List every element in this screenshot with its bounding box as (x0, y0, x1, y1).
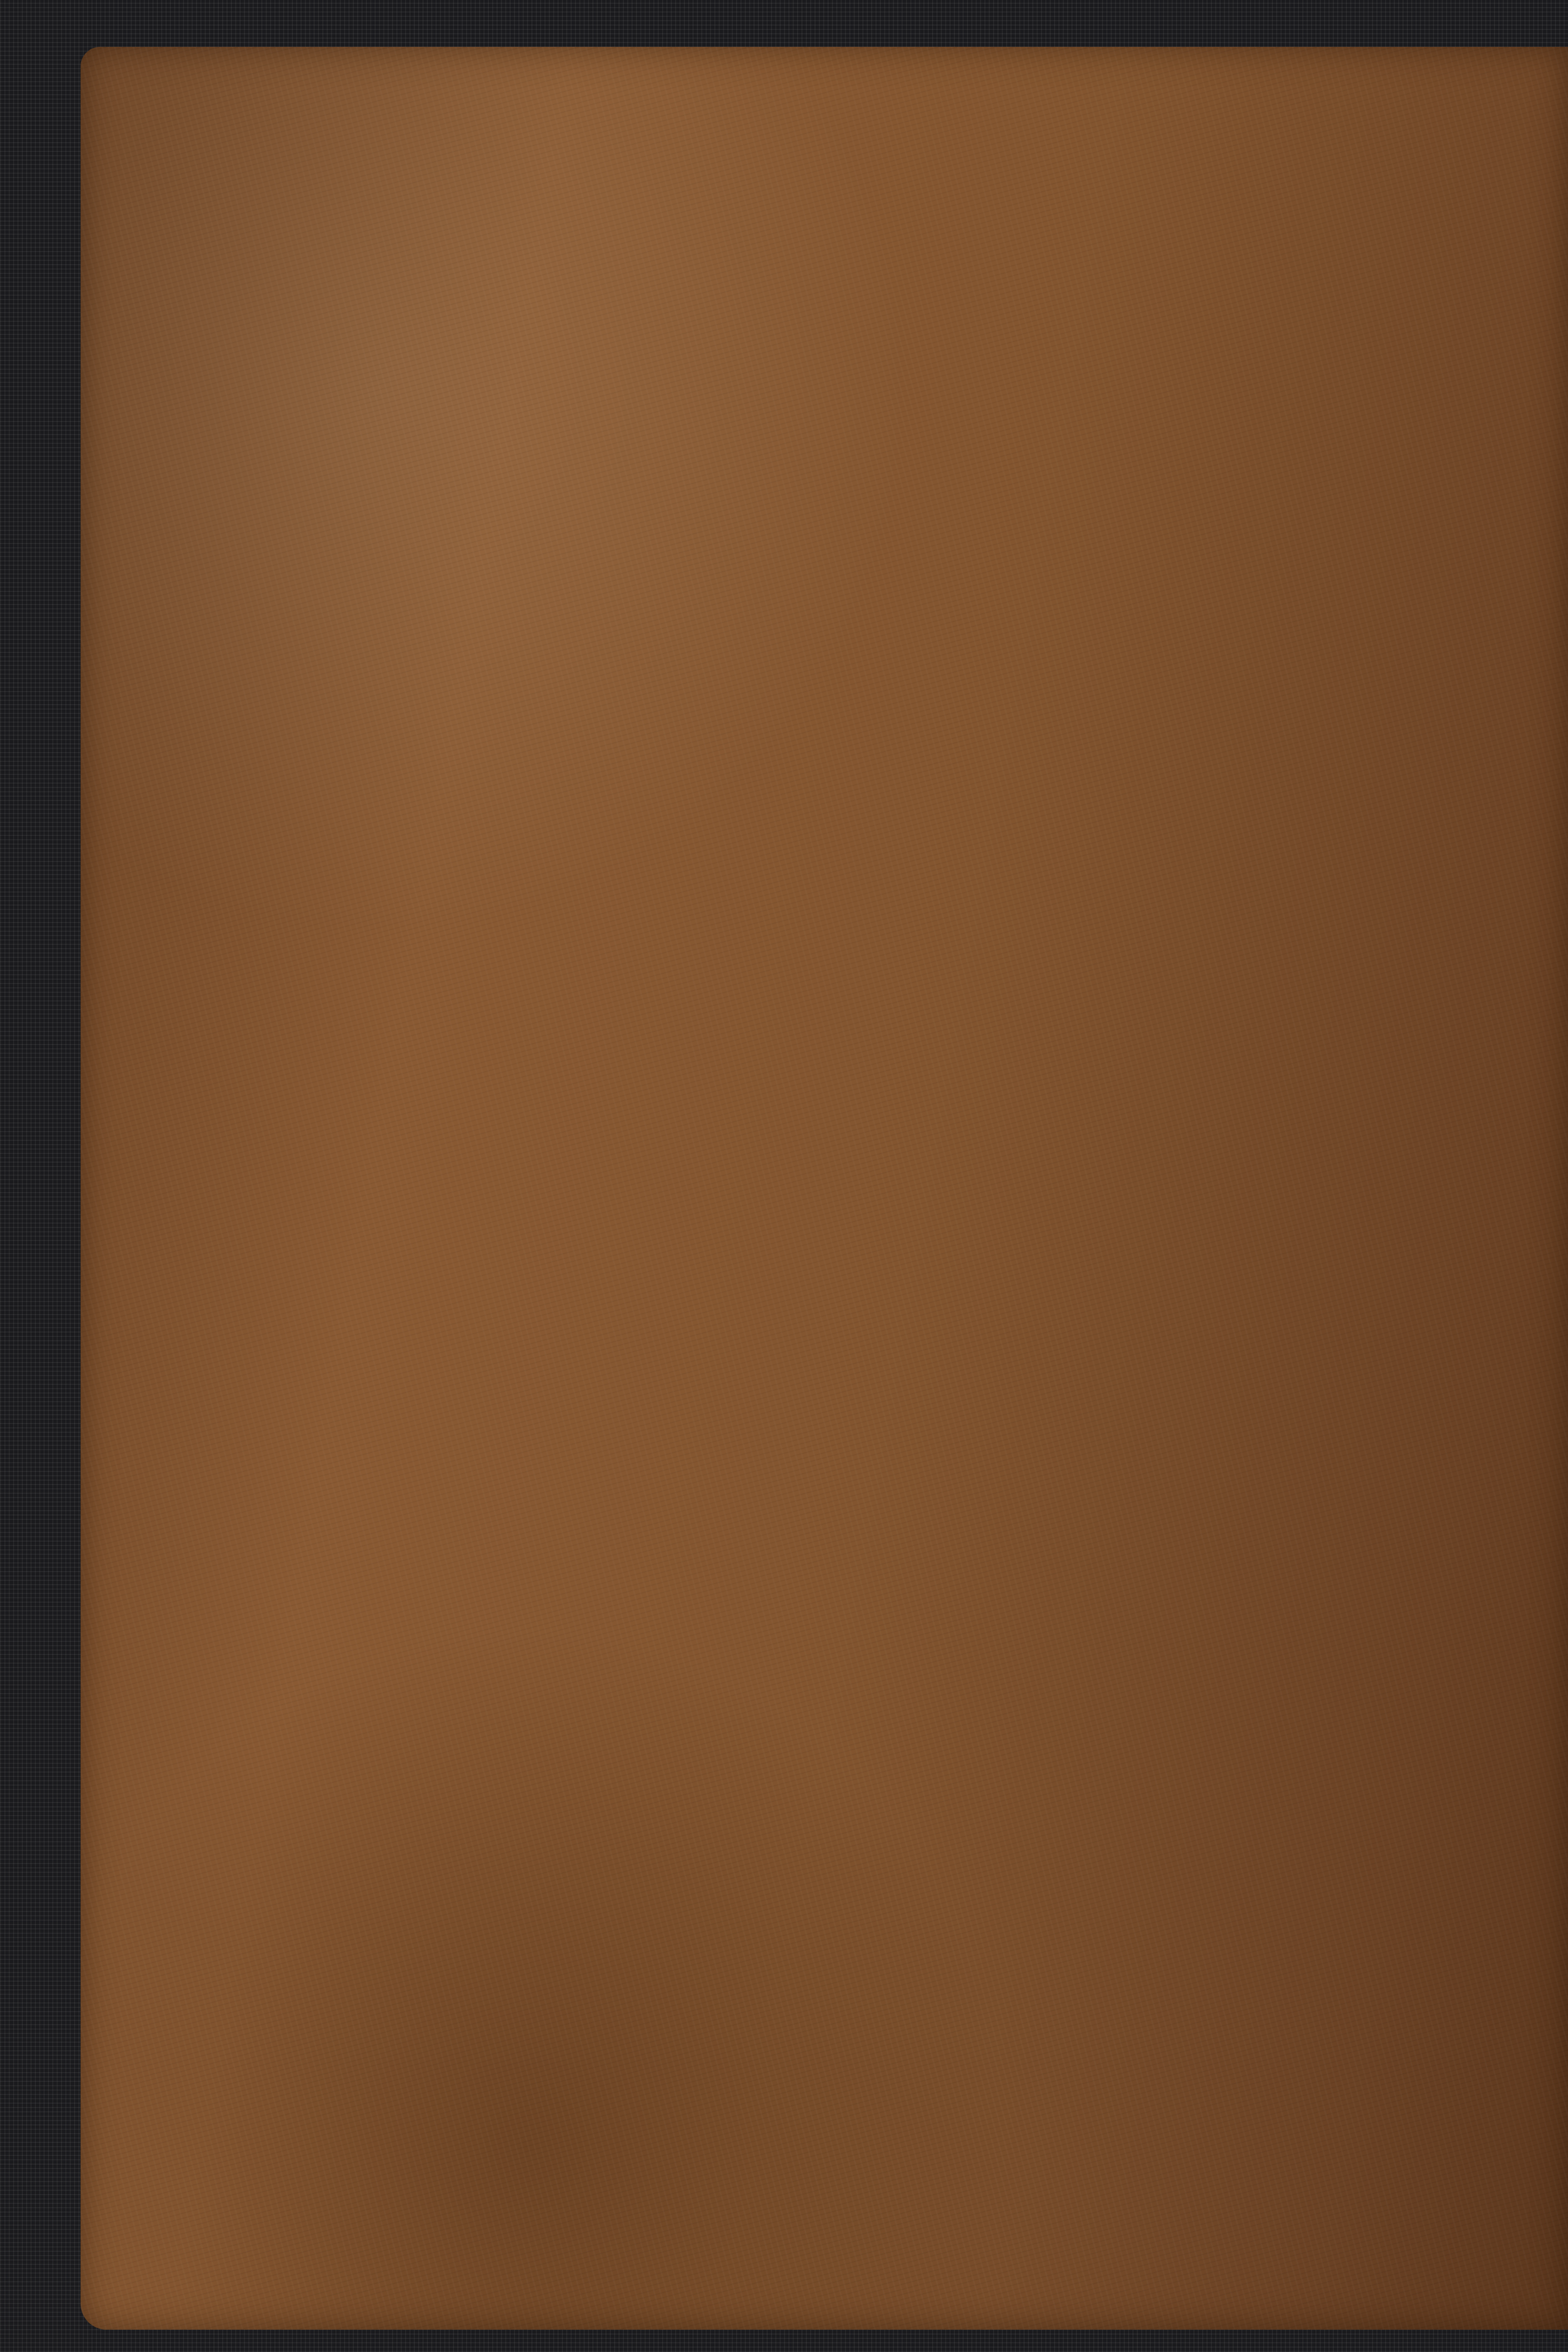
leather-grain-texture (81, 47, 1568, 2330)
pastedown-paper-edge (191, 135, 229, 2247)
leather-book-cover (81, 47, 1568, 2330)
